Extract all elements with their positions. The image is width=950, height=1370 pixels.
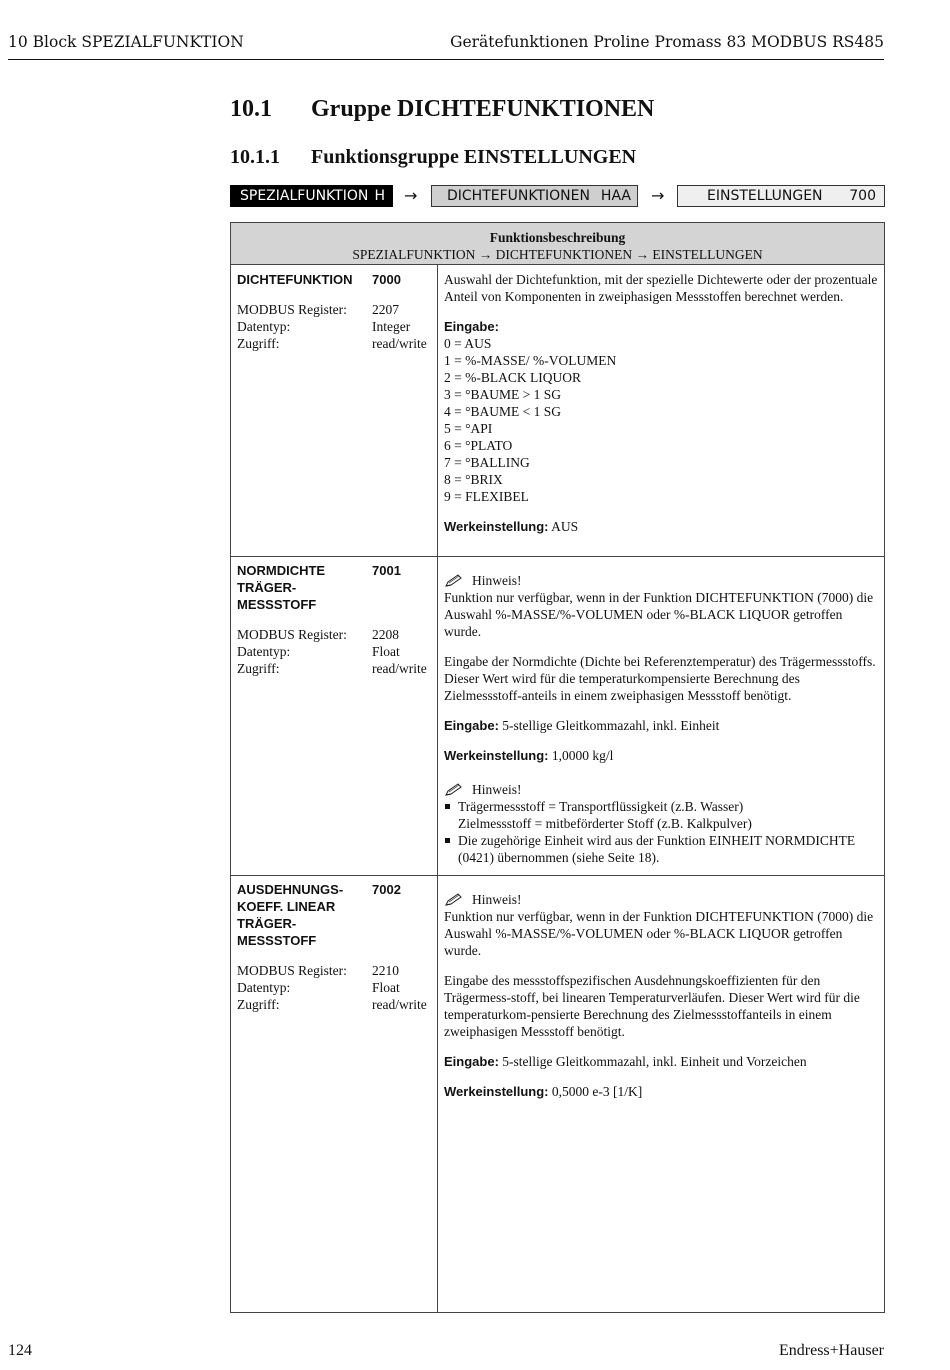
function-table bbox=[230, 222, 885, 1313]
running-header-section: 10 Block SPEZIALFUNKTION bbox=[8, 33, 244, 51]
path-code: 700 bbox=[849, 188, 876, 204]
function-number: 7001 bbox=[372, 563, 401, 578]
default-setting bbox=[444, 518, 880, 535]
heading-1 bbox=[230, 96, 654, 123]
path-box-spezialfunktion bbox=[230, 185, 393, 207]
row-7000-meta bbox=[237, 271, 433, 352]
default-setting bbox=[444, 747, 880, 764]
heading-1-text: Gruppe DICHTEFUNKTIONEN bbox=[311, 96, 655, 122]
input-label: Eingabe: bbox=[444, 718, 499, 733]
page-number: 124 bbox=[8, 1342, 32, 1359]
modbus-label: MODBUS Register: bbox=[237, 627, 347, 642]
option-item: 5 = °API bbox=[444, 421, 493, 436]
path-box-einstellungen bbox=[677, 185, 885, 207]
heading-1-number: 10.1 bbox=[230, 96, 272, 122]
datatype-label: Datentyp: bbox=[237, 319, 291, 334]
bullet-item: Die zugehörige Einheit wird aus der Funktion EINHEIT NORMDICHTE (0421) übernommen (siehe Seite 18). bbox=[444, 832, 880, 866]
row-7002-meta bbox=[237, 881, 433, 1013]
input-spec bbox=[444, 1053, 880, 1070]
datatype-value: Float bbox=[372, 644, 400, 659]
path-label: EINSTELLUNGEN bbox=[707, 188, 823, 204]
function-name: DICHTEFUNKTION bbox=[237, 272, 353, 287]
hint-heading bbox=[444, 781, 880, 798]
description-text: Eingabe des messstoffspezifischen Ausdehnungskoeffizienten für den Trägermess-stoff, bei linearen Temperaturverläufen. Dieser Wert wird für die temperaturkom-pensierte Berechnung des Zielmessstoffanteils in einem zweiphasigen Messstoff benötigt. bbox=[444, 973, 860, 1039]
function-name-line: TRÄGER- bbox=[237, 580, 297, 595]
function-number: 7000 bbox=[372, 272, 401, 287]
access-label: Zugriff: bbox=[237, 336, 280, 351]
hint-heading bbox=[444, 572, 880, 589]
bullet-item: Trägermessstoff = Transportflüssigkeit (z.B. Wasser) Zielmessstoff = mitbeförderter Stoff (z.B. Kalkpulver) bbox=[444, 798, 880, 832]
default-label: Werkeinstellung: bbox=[444, 519, 549, 534]
column-divider bbox=[437, 265, 438, 1312]
modbus-value: 2207 bbox=[372, 302, 399, 317]
datatype-value: Integer bbox=[372, 319, 411, 334]
path-arrow-icon: → bbox=[404, 186, 418, 205]
default-value: 1,0000 kg/l bbox=[551, 748, 614, 763]
input-value: 5-stellige Gleitkommazahl, inkl. Einheit bbox=[502, 718, 720, 733]
access-value: read/write bbox=[372, 661, 427, 676]
pencil-note-icon bbox=[444, 574, 464, 588]
path-box-dichtefunktionen bbox=[431, 185, 638, 207]
datatype-label: Datentyp: bbox=[237, 644, 291, 659]
access-value: read/write bbox=[372, 336, 427, 351]
default-label: Werkeinstellung: bbox=[444, 1084, 549, 1099]
hint-heading bbox=[444, 891, 880, 908]
option-item: 6 = °PLATO bbox=[444, 438, 513, 453]
option-item: 2 = %-BLACK LIQUOR bbox=[444, 370, 581, 385]
function-number: 7002 bbox=[372, 882, 401, 897]
brand-name: Endress+Hauser bbox=[779, 1342, 884, 1359]
path-label: DICHTEFUNKTIONEN bbox=[447, 188, 590, 204]
path-label: SPEZIALFUNKTION bbox=[240, 188, 369, 204]
row-divider bbox=[231, 556, 884, 557]
option-item: 9 = FLEXIBEL bbox=[444, 489, 529, 504]
path-code: H bbox=[374, 188, 385, 204]
modbus-label: MODBUS Register: bbox=[237, 302, 347, 317]
row-7002-description bbox=[444, 891, 880, 1100]
running-header-title: Gerätefunktionen Proline Promass 83 MODBUS RS485 bbox=[450, 33, 884, 51]
function-name-line: NORMDICHTE bbox=[237, 563, 326, 578]
modbus-value: 2210 bbox=[372, 963, 399, 978]
option-item: 8 = °BRIX bbox=[444, 472, 503, 487]
function-name-line: MESSSTOFF bbox=[237, 933, 317, 948]
table-title: Funktionsbeschreibung bbox=[489, 230, 626, 245]
table-subtitle: SPEZIALFUNKTION → DICHTEFUNKTIONEN → EINSTELLUNGEN bbox=[352, 247, 763, 262]
header-rule bbox=[8, 59, 884, 60]
option-item: 3 = °BAUME > 1 SG bbox=[444, 387, 562, 402]
path-code: HAA bbox=[600, 188, 631, 204]
heading-2-number: 10.1.1 bbox=[230, 146, 280, 168]
function-name-line: TRÄGER- bbox=[237, 916, 297, 931]
option-item: 7 = °BALLING bbox=[444, 455, 530, 470]
datatype-label: Datentyp: bbox=[237, 980, 291, 995]
hint-label: Hinweis! bbox=[472, 892, 522, 907]
default-setting bbox=[444, 1083, 880, 1100]
pencil-note-icon bbox=[444, 893, 464, 907]
access-label: Zugriff: bbox=[237, 997, 280, 1012]
default-value: 0,5000 e-3 [1/K] bbox=[551, 1084, 643, 1099]
input-label: Eingabe: bbox=[444, 319, 499, 334]
option-item: 1 = %-MASSE/ %-VOLUMEN bbox=[444, 353, 617, 368]
heading-2 bbox=[230, 146, 636, 169]
modbus-label: MODBUS Register: bbox=[237, 963, 347, 978]
input-spec bbox=[444, 717, 880, 734]
pencil-note-icon bbox=[444, 783, 464, 797]
input-label: Eingabe: bbox=[444, 1054, 499, 1069]
row-7001-meta bbox=[237, 562, 433, 677]
function-name-line: AUSDEHNUNGS- bbox=[237, 882, 344, 897]
option-item: 4 = °BAUME < 1 SG bbox=[444, 404, 562, 419]
table-header bbox=[231, 223, 884, 265]
heading-2-text: Funktionsgruppe EINSTELLUNGEN bbox=[311, 146, 637, 168]
function-name-line: KOEFF. LINEAR bbox=[237, 899, 336, 914]
input-value: 5-stellige Gleitkommazahl, inkl. Einheit und Vorzeichen bbox=[502, 1054, 807, 1069]
default-label: Werkeinstellung: bbox=[444, 748, 549, 763]
description-text: Auswahl der Dichtefunktion, mit der spezielle Dichtewerte oder der prozentuale Anteil von Komponenten in zweiphasigen Messstoffen berechnet werden. bbox=[444, 272, 878, 304]
row-divider bbox=[231, 875, 884, 876]
access-label: Zugriff: bbox=[237, 661, 280, 676]
hint-text: Funktion nur verfügbar, wenn in der Funktion DICHTEFUNKTION (7000) die Auswahl %-MASSE/%-VOLUMEN oder %-BLACK LIQUOR getroffen wurde. bbox=[444, 909, 874, 958]
datatype-value: Float bbox=[372, 980, 400, 995]
option-item: 0 = AUS bbox=[444, 336, 492, 351]
description-text: Eingabe der Normdichte (Dichte bei Referenztemperatur) des Trägermessstoffs. Dieser Wert wird für die temperaturkompensierte Berechnung des Zielmessstoff-anteils in einem zweiphasigen Messstoff benötigt. bbox=[444, 654, 876, 703]
function-name bbox=[237, 562, 367, 613]
function-name bbox=[237, 881, 367, 949]
row-7000-description bbox=[444, 271, 880, 535]
path-arrow-icon: → bbox=[651, 186, 665, 205]
default-value: AUS bbox=[551, 519, 579, 534]
row-7001-description bbox=[444, 572, 880, 866]
hint-text: Funktion nur verfügbar, wenn in der Funktion DICHTEFUNKTION (7000) die Auswahl %-MASSE/%-VOLUMEN oder %-BLACK LIQUOR getroffen wurde. bbox=[444, 590, 874, 639]
hint-bullet-list bbox=[444, 798, 880, 866]
function-name-line: MESSSTOFF bbox=[237, 597, 317, 612]
hint-label: Hinweis! bbox=[472, 782, 522, 797]
access-value: read/write bbox=[372, 997, 427, 1012]
modbus-value: 2208 bbox=[372, 627, 399, 642]
hint-label: Hinweis! bbox=[472, 573, 522, 588]
